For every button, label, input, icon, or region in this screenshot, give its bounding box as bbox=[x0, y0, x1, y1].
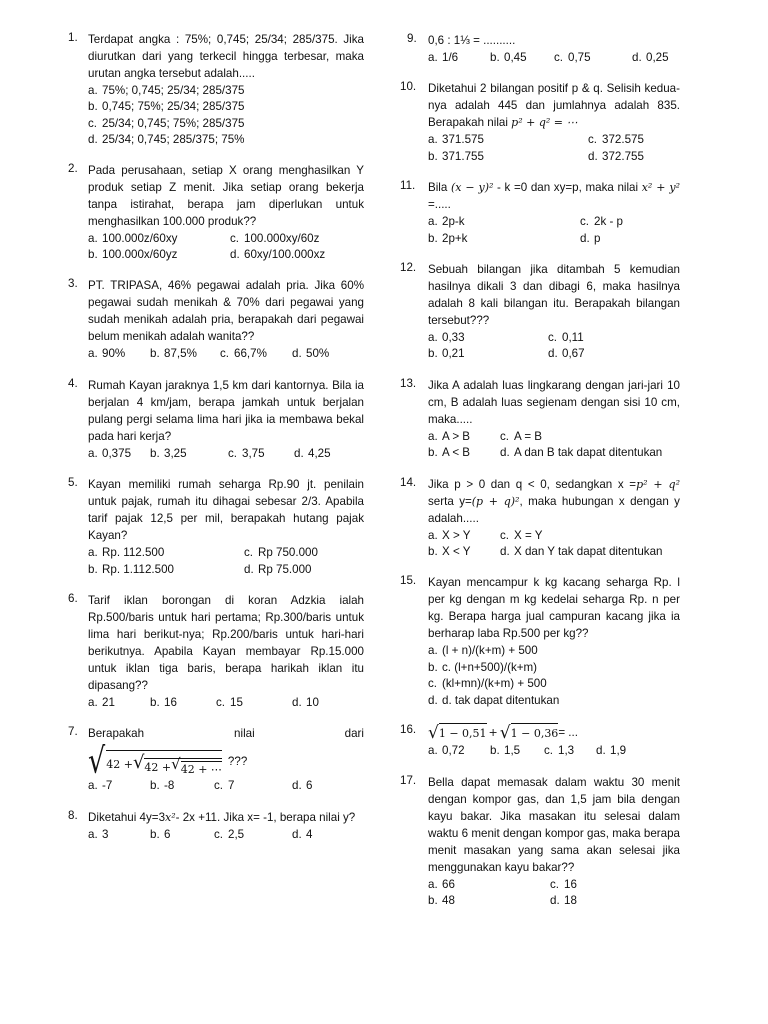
question-2 bbox=[68, 161, 364, 264]
options bbox=[88, 695, 364, 711]
question-number: 13. bbox=[400, 376, 417, 390]
question-12 bbox=[402, 261, 680, 363]
question-4 bbox=[68, 376, 364, 462]
question-3 bbox=[68, 277, 364, 362]
nested-root-formula: √ 42 + √ 42 + √ 42 + ⋯ ??? bbox=[88, 741, 248, 782]
option-c[interactable]: c. Rp 750.000 bbox=[244, 546, 318, 560]
question-8 bbox=[68, 808, 364, 843]
question-6 bbox=[68, 592, 364, 711]
question-stem: Diketahui 2 bilangan positif p & q. Selisih kedua-nya adalah 445 dan jumlahnya adalah 835. Berapakah nilai p² + q² = ⋯ bbox=[428, 82, 680, 130]
radical-icon: √ bbox=[171, 755, 181, 774]
question-stem: Terdapat angka : 75%; 0,745; 25/34; 285/375. Jika diurutkan dari yang terkecil hingga terbesar, maka urutan angka tersebut adalah..... bbox=[88, 33, 364, 80]
option-d[interactable]: d. 18 bbox=[550, 893, 577, 907]
question-5 bbox=[68, 476, 364, 578]
option-c[interactable]: c. 100.000xy/60z bbox=[230, 231, 320, 245]
option-a[interactable]: a. (l + n)/(k+m) + 500 bbox=[428, 644, 538, 658]
radical-icon: √ bbox=[428, 722, 439, 743]
question-number: 7. bbox=[68, 725, 78, 739]
option-a[interactable]: a. 75%; 0,745; 25/34; 285/375 bbox=[88, 84, 245, 97]
option-d[interactable]: d. 0,67 bbox=[548, 347, 585, 361]
options bbox=[428, 429, 680, 462]
options bbox=[428, 50, 680, 66]
question-17 bbox=[402, 774, 680, 910]
question-number: 16. bbox=[400, 723, 417, 737]
option-b[interactable]: b. c. (l+n+500)/(k+m) bbox=[428, 660, 538, 674]
option-b[interactable]: b. 0,45 bbox=[490, 51, 527, 64]
question-stem: Tarif iklan borongan di koran Adzkia ialah Rp.500/baris untuk hari pertama; Rp.300/baris untuk lima hari berikut-nya; Rp.200/baris untuk hari-hari berikutnya. Apabila Kayan membayar Rp.15.000 untuk iklan tiga baris, berapa harikah iklan itu dipasang?? bbox=[88, 594, 364, 693]
options bbox=[88, 778, 364, 794]
option-a[interactable]: a. 3 bbox=[88, 827, 109, 841]
option-a[interactable]: a. X > Y bbox=[428, 528, 471, 542]
right-column bbox=[402, 31, 680, 909]
question-number: 6. bbox=[68, 592, 78, 606]
question-number: 10. bbox=[400, 80, 417, 94]
option-d[interactable]: d. p bbox=[580, 231, 601, 245]
option-c[interactable]: c. A = B bbox=[500, 429, 543, 443]
option-a[interactable]: a. 0,33 bbox=[428, 331, 465, 345]
question-stem: Sebuah bilangan jika ditambah 5 kemudian hasilnya dikali 3 dan dibagi 6, maka hasilnya adalah 8 kali bilangan itu. Berapakah bilangan tersebut??? bbox=[428, 263, 680, 328]
options bbox=[88, 827, 364, 843]
option-c[interactable]: c. 7 bbox=[214, 779, 235, 793]
radical-icon: √ bbox=[499, 722, 511, 743]
options bbox=[428, 528, 680, 561]
question-stem: Diketahui 4y=3x²- 2x +11. Jika x= -1, berapa nilai y? bbox=[88, 810, 356, 824]
option-a[interactable]: a. 66 bbox=[428, 877, 455, 891]
options bbox=[428, 132, 680, 165]
question-stem: Jika A adalah luas lingkarang dengan jari-jari 10 cm, B adalah luas segienam dengan sisi 10 cm, maka..... bbox=[428, 378, 680, 426]
option-c[interactable]: c. 25/34; 0,745; 75%; 285/375 bbox=[88, 116, 245, 130]
option-d[interactable]: d. 0,25 bbox=[632, 51, 669, 64]
option-d[interactable]: d. 6 bbox=[292, 779, 313, 793]
options bbox=[88, 545, 364, 578]
question-7 bbox=[68, 725, 364, 794]
option-a[interactable]: a. 21 bbox=[88, 696, 115, 710]
option-c[interactable]: c. 15 bbox=[216, 696, 243, 710]
option-a[interactable]: a. Rp. 112.500 bbox=[88, 546, 165, 560]
option-a[interactable]: a. 371.575 bbox=[428, 133, 484, 147]
question-number: 2. bbox=[68, 161, 78, 175]
option-d[interactable]: d. 4 bbox=[292, 827, 313, 841]
question-number: 17. bbox=[400, 773, 417, 787]
option-d[interactable]: d. 60xy/100.000xz bbox=[230, 248, 326, 262]
question-number: 15. bbox=[400, 574, 417, 588]
stem-word-1: Berapakah bbox=[88, 727, 145, 741]
option-b[interactable]: b. A < B bbox=[428, 446, 471, 460]
option-b[interactable]: b. 6 bbox=[150, 827, 171, 841]
option-c[interactable]: c. 0,75 bbox=[554, 51, 591, 64]
option-c[interactable]: c. 0,11 bbox=[548, 331, 584, 345]
options bbox=[88, 446, 364, 462]
option-c[interactable]: c. 372.575 bbox=[588, 133, 644, 147]
formula-tail: ??? bbox=[227, 754, 248, 768]
option-c[interactable]: c. 16 bbox=[550, 877, 577, 891]
options bbox=[428, 214, 680, 247]
option-c[interactable]: c. (kl+mn)/(k+m) + 500 bbox=[428, 677, 547, 691]
question-stem: Bella dapat memasak dalam waktu 30 menit dengan kompor gas, dan 1,5 jam bila dengan kayu bakar. Jika masakan itu selesai dalam waktu 6 menit dengan kompor gas, maka berapa menit masakan yang sama akan selesai jika menggunakan kayu bakar?? bbox=[428, 775, 680, 874]
option-d[interactable]: d. 4,25 bbox=[294, 446, 331, 460]
option-d[interactable]: d. 1,9 bbox=[596, 744, 627, 758]
left-column bbox=[68, 31, 364, 843]
option-a[interactable]: a. -7 bbox=[88, 779, 113, 793]
question-number: 1. bbox=[68, 31, 78, 44]
option-b[interactable]: b. X < Y bbox=[428, 545, 471, 559]
question-13 bbox=[402, 377, 680, 462]
question-stem: Pada perusahaan, setiap X orang menghasilkan Y produk setiap Z menit. Jika setiap orang bekerja tanpa istirahat, berapa jam diperlukan untuk menghasilkan 100.000 produk?? bbox=[88, 163, 364, 228]
option-b[interactable]: b. 100.000x/60yz bbox=[88, 248, 178, 262]
question-number: 4. bbox=[68, 376, 78, 390]
question-number: 12. bbox=[400, 261, 417, 275]
question-stem bbox=[88, 725, 364, 742]
question-stem: 0,6 : 1⅓ = .......... bbox=[428, 34, 516, 47]
option-b[interactable]: b. 16 bbox=[150, 696, 177, 710]
option-a[interactable]: a. 1/6 bbox=[428, 51, 459, 64]
option-c[interactable]: c. 66,7% bbox=[220, 347, 267, 361]
question-number: 11. bbox=[400, 179, 416, 193]
question-11 bbox=[402, 179, 680, 247]
option-d[interactable]: d. 372.755 bbox=[588, 149, 644, 163]
option-b[interactable]: b. 0,745; 75%; 25/34; 285/375 bbox=[88, 100, 245, 114]
question-1 bbox=[68, 31, 364, 149]
option-c[interactable]: c. 3,75 bbox=[228, 446, 265, 460]
option-a[interactable]: a. 100.000z/60xy bbox=[88, 231, 178, 245]
option-c[interactable]: c. 2k - p bbox=[580, 215, 623, 229]
question-stem: Rumah Kayan jaraknya 1,5 km dari kantornya. Bila ia berjalan 4 km/jam, berapa jamkah untuk berjalan pulang pergi selama lima hari jika ia membawa bekal pada hari kerja? bbox=[88, 378, 364, 443]
question-stem: √ 1 − 0,51 + √ 1 − 0,36 = ... bbox=[428, 722, 578, 743]
option-c[interactable]: c. 1,3 bbox=[544, 744, 575, 758]
option-d[interactable]: d. 25/34; 0,745; 285/375; 75% bbox=[88, 133, 245, 147]
option-b[interactable]: b. 1,5 bbox=[490, 744, 521, 758]
options bbox=[428, 643, 680, 709]
question-9 bbox=[402, 32, 680, 66]
options bbox=[428, 877, 680, 910]
options bbox=[88, 346, 364, 362]
question-stem: Kayan memiliki rumah seharga Rp.90 jt. penilain untuk pajak, rumah itu dihagai sebesar 2/3. Apabila tarif pajak 12,5 per mil, berapakah hutang pajak Kayan? bbox=[88, 478, 364, 543]
options bbox=[88, 231, 364, 264]
question-16 bbox=[402, 723, 680, 759]
radical-icon: √ bbox=[88, 741, 106, 782]
option-b[interactable]: b. 0,21 bbox=[428, 347, 465, 361]
option-c[interactable]: c. 2,5 bbox=[214, 827, 245, 841]
question-15 bbox=[402, 574, 680, 709]
question-number: 14. bbox=[400, 475, 417, 489]
stem-word-2: nilai bbox=[234, 727, 255, 741]
option-d[interactable]: d. Rp 75.000 bbox=[244, 562, 312, 576]
option-a[interactable]: a. A > B bbox=[428, 429, 471, 443]
question-10 bbox=[402, 80, 680, 165]
stem-word-3: dari bbox=[344, 727, 364, 741]
option-a[interactable]: a. 0,375 bbox=[88, 446, 132, 460]
option-b[interactable]: b. -8 bbox=[150, 779, 175, 793]
question-stem: Bila (x − y)² - k =0 dan xy=p, maka nilai x² + y² =..... bbox=[428, 181, 680, 212]
question-14 bbox=[402, 476, 680, 561]
question-number: 3. bbox=[68, 277, 78, 291]
question-number: 5. bbox=[68, 476, 78, 490]
option-d[interactable]: d. A dan B tak dapat ditentukan bbox=[500, 446, 663, 460]
option-b[interactable]: b. 371.755 bbox=[428, 149, 484, 163]
question-stem: Jika p > 0 dan q < 0, sedangkan x =p² + q² serta y=(p + q)², maka hubungan x dengan y adalah..... bbox=[428, 477, 680, 525]
options bbox=[88, 83, 364, 149]
option-c[interactable]: c. X = Y bbox=[500, 528, 543, 542]
question-stem: Kayan mencampur k kg kacang seharga Rp. l per kg dengan m kg kedelai seharga Rp. n per kg. Berapa harga jual campuran kacang jika ia berharap laba Rp.500 per kg?? bbox=[428, 576, 680, 641]
option-d[interactable]: d. 10 bbox=[292, 696, 319, 710]
option-d[interactable]: d. 50% bbox=[292, 347, 330, 361]
option-b[interactable]: b. 48 bbox=[428, 893, 455, 907]
option-d[interactable]: d. d. tak dapat ditentukan bbox=[428, 693, 560, 707]
question-stem: PT. TRIPASA, 46% pegawai adalah pria. Jika 60% pegawai sudah menikah & 70% dari pegawai yang sudah menikah adalah pria, berapakah dari pegawai belum menikah adalah wanita?? bbox=[88, 279, 364, 344]
options bbox=[428, 743, 680, 759]
question-number: 8. bbox=[68, 808, 78, 822]
option-b[interactable]: b. 2p+k bbox=[428, 231, 468, 245]
option-a[interactable]: a. 2p-k bbox=[428, 215, 465, 229]
option-b[interactable]: b. Rp. 1.112.500 bbox=[88, 562, 174, 576]
option-a[interactable]: a. 0,72 bbox=[428, 744, 465, 758]
question-number: 9. bbox=[407, 32, 417, 45]
option-a[interactable]: a. 90% bbox=[88, 347, 126, 361]
option-b[interactable]: b. 87,5% bbox=[150, 347, 197, 361]
option-b[interactable]: b. 3,25 bbox=[150, 446, 187, 460]
radical-icon: √ bbox=[132, 752, 145, 774]
option-d[interactable]: d. X dan Y tak dapat ditentukan bbox=[500, 545, 663, 559]
options bbox=[428, 330, 680, 363]
